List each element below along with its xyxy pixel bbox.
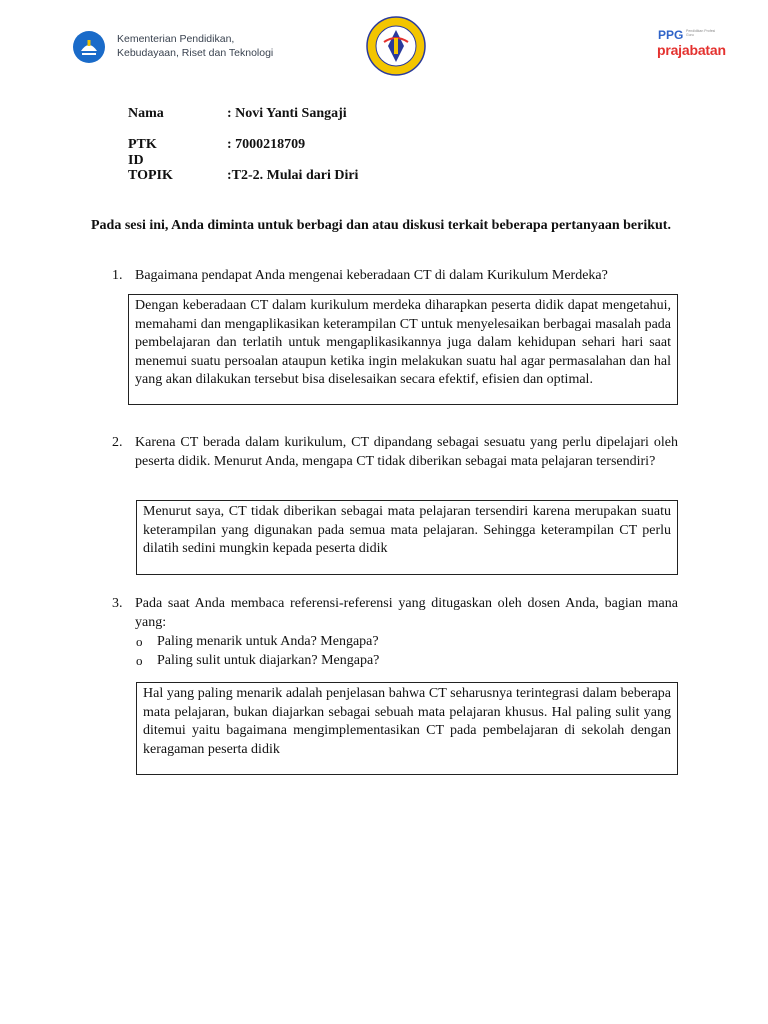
question-1 (112, 266, 678, 285)
question-text: Karena CT berada dalam kurikulum, CT dipandang sebagai sesuatu yang perlu dipelajari oleh peserta didik. Menurut Anda, mengapa CT tidak diberikan sebagai mata pelajaran tersendiri? (135, 435, 678, 469)
tut-wuri-handayani-logo-icon (72, 30, 106, 64)
identity-value: : Novi Yanti Sangaji (227, 106, 347, 121)
question-text: Bagaimana pendapat Anda mengenai keberadaan CT di dalam Kurikulum Merdeka? (135, 268, 608, 283)
question-2 (112, 433, 678, 471)
sub-question-text: Paling sulit untuk diajarkan? Mengapa? (157, 653, 380, 668)
answer-box-3: Hal yang paling menarik adalah penjelasan bahwa CT seharusnya terintegrasi dalam beberapa mata pelajaran, bukan diajarkan sebagai sebuah mata pelajaran khusus. Hal paling sulit yang ditemui yaitu bagaimana mengimplementasikan CT pada pembelajaran di sekolah dengan keragaman peserta didik (136, 682, 678, 775)
sub-question-list (112, 632, 678, 670)
bullet-icon: o (136, 634, 143, 649)
question-number: 1. (112, 268, 123, 283)
question-text: Pada saat Anda membaca referensi-referensi yang ditugaskan oleh dosen Anda, bagian mana yang: (135, 596, 678, 630)
prajabatan-label: prajabatan (657, 42, 726, 58)
sub-question-text: Paling menarik untuk Anda? Mengapa? (157, 634, 379, 649)
answer-box-1: Dengan keberadaan CT dalam kurikulum merdeka diharapkan peserta didik dapat mengetahui, memahami dan mengaplikasikan keterampilan CT untuk menyelesaikan berbagai masalah pada pembelajaran dan terlatih untuk mengaplikasikannya juga dalam kehidupan sehari hari saat menemui suatu persoalan ataupun ketika ingin melakukan suatu hal agar permasalahan dan hal yang akan dilakukan tersebut bisa diselesaikan secara efektif, efisien dan optimal. (128, 294, 678, 405)
bullet-icon: o (136, 653, 143, 668)
ministry-line-2: Kebudayaan, Riset dan Teknologi (117, 47, 274, 59)
identity-value: :T2-2. Mulai dari Diri (227, 168, 359, 183)
ppg-prajabatan-logo (654, 22, 730, 74)
answer-box-2: Menurut saya, CT tidak diberikan sebagai mata pelajaran tersendiri karena merupakan suatu keterampilan yang digunakan pada semua mata pelajaran. Sehingga keterampilan CT perlu dilatih sedini mungkin kepada peserta didik (136, 500, 678, 575)
list-item (112, 632, 678, 651)
list-item (112, 651, 678, 670)
identity-label: Nama (128, 106, 164, 121)
ministry-line-1: Kementerian Pendidikan, (117, 33, 235, 45)
session-instructions: Pada sesi ini, Anda diminta untuk berbagi dan atau diskusi terkait beberapa pertanyaan berikut. (91, 218, 671, 233)
question-number: 3. (112, 596, 123, 611)
ppg-label: PPG (658, 28, 684, 42)
identity-label: PTK ID (128, 137, 157, 168)
page-header (0, 0, 768, 96)
question-number: 2. (112, 435, 123, 450)
ppg-tagline: Pendidikan Profesi Guru (686, 29, 716, 37)
identity-value: : 7000218709 (227, 137, 306, 152)
identity-label: TOPIK (128, 168, 173, 183)
ministry-name (117, 32, 273, 60)
question-3 (112, 594, 678, 670)
university-seal-icon (366, 16, 426, 76)
